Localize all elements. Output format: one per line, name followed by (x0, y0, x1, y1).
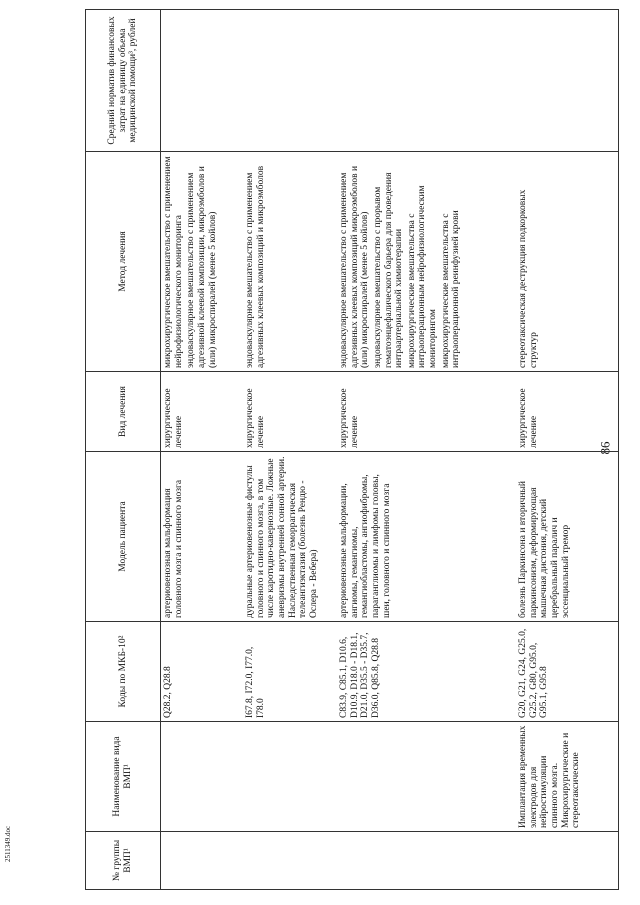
cell-treatment: хирургическое лечение (337, 372, 516, 452)
cell-methods (161, 152, 244, 372)
method-text: микрохирургические вмешательства с интраоперационной реинфузией крови (440, 210, 462, 368)
cell-name (243, 722, 337, 832)
header-icd-codes: Коды по МКБ-10² (86, 622, 161, 722)
method-text: эндоваскулярное вмешательство с применением адгезивных клеевых композиций микроэмболов и (или) микроспиралей (менее 5 койлов) (339, 165, 371, 368)
table-row (337, 10, 516, 890)
header-treatment-type: Вид лечения (86, 372, 161, 452)
method-text: эндоваскулярное вмешательство с применением адгезивных клеевых композиций и микроэмболов (245, 165, 266, 368)
table-row (516, 10, 619, 890)
method-text: микрохирургические вмешательства с интраоперационным нейрофизиологическим мониторингом (406, 185, 438, 368)
cell-treatment: хирургическое лечение (243, 372, 337, 452)
method-text: микрохирургическое вмешательство с применением нейрофизиологического мониторинга (163, 156, 184, 368)
header-cost-norm: Средний норматив финансовых затрат на единицу объема медицинской помощи³, рублей (86, 10, 161, 152)
cell-codes: G20, G21, G24, G25.0, G25.2, G80, G95.0, G95.1, G95.8 (516, 622, 619, 722)
cell-cost (243, 10, 337, 152)
header-patient-model: Модель пациента (86, 452, 161, 622)
cell-name: Имплантация временных электродов для нейростимуляции спинного мозга. Микрохирургические и стереотаксические (516, 722, 619, 832)
table-row (161, 10, 244, 890)
cell-codes: Q28.2, Q28.8 (161, 622, 244, 722)
cell-model: дуральные артериовенозные фистулы головного и спинного мозга, в том числе каротидно-кавернозные. Ложные аневризмы внутренней сонной артерии. Наследственная геморрагическая телеангиэктазия (болезнь Рендю - Ослера - Вебера) (243, 452, 337, 622)
document-table-container (85, 10, 640, 890)
header-vmp-name: Наименование вида ВМП¹ (86, 722, 161, 832)
table-row (243, 10, 337, 890)
cell-group (161, 832, 244, 890)
method-text: эндоваскулярное вмешательство с применением адгезивной клеевой композиции, микроэмболов и (или) микроспиралей (менее 5 койлов) (186, 166, 218, 368)
cell-methods (243, 152, 337, 372)
cell-codes: I67.8, I72.0, I77.0, I78.0 (243, 622, 337, 722)
cell-cost (337, 10, 516, 152)
cell-model: болезнь Паркинсона и вторичный паркинсонизм, деформирующая мышечная дистония, детский церебральный паралич и эссенциальный тремор (516, 452, 619, 622)
cell-treatment: хирургическое лечение (516, 372, 619, 452)
cell-name (337, 722, 516, 832)
method-text: эндоваскулярное вмешательство с прорывом гематоэнцефалического барьера для проведения интраартериальной химиотерапии (372, 172, 405, 368)
cell-model: артериовенозные мальформации, ангиомы, гемангиомы, гемангиобластомы, ангиофибромы, параганглиомы и лимфомы головы, шеи, головного и спинного мозга (337, 452, 516, 622)
cell-cost (516, 10, 619, 152)
cell-group (243, 832, 337, 890)
cell-codes: C83.9, C85.1, D10.6, D10.9, D18.0 - D18.1, D21.0, D35.5 - D35.7, D36.0, Q85.8, Q28.8 (337, 622, 516, 722)
cell-model: артериовенозная мальформация головного мозга и спинного мозга (161, 452, 244, 622)
table-header-row (86, 10, 161, 890)
cell-name (161, 722, 244, 832)
footer-filename: 2511349.doc (4, 825, 12, 862)
cell-methods (516, 152, 619, 372)
cell-treatment: хирургическое лечение (161, 372, 244, 452)
vmp-table (85, 9, 619, 890)
cell-methods (337, 152, 516, 372)
header-group-number: № группы ВМП¹ (86, 832, 161, 890)
page-number: 86 (597, 441, 613, 455)
cell-group (337, 832, 516, 890)
cell-group (516, 832, 619, 890)
header-treatment-method: Метод лечения (86, 152, 161, 372)
method-text: стереотаксическая деструкция подкорковых структур (518, 189, 539, 368)
cell-cost (161, 10, 244, 152)
